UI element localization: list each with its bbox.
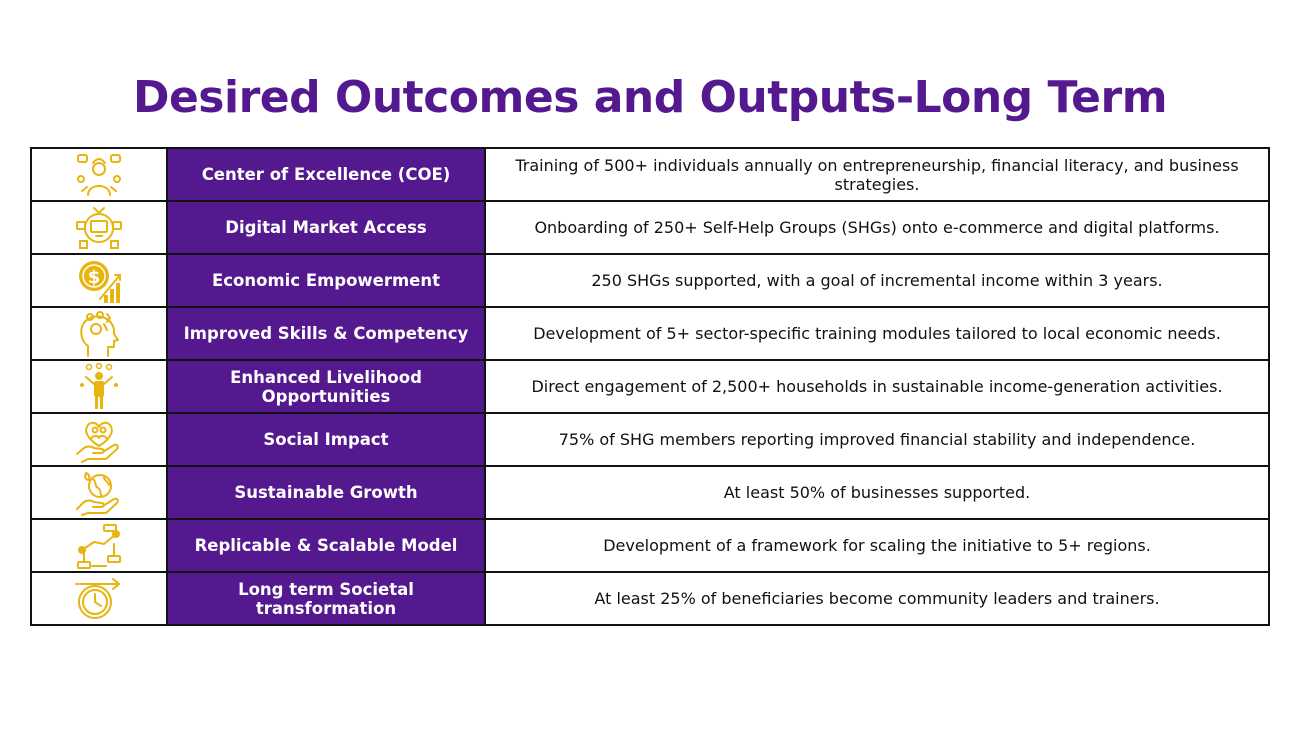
table-row — [31, 360, 1269, 413]
outcome-name: Economic Empowerment — [167, 254, 485, 307]
clock-arrow-icon — [74, 575, 124, 623]
outcome-name: Social Impact — [167, 413, 485, 466]
outcomes-table — [30, 147, 1270, 626]
presenter-icon — [74, 151, 124, 199]
outcome-name: Digital Market Access — [167, 201, 485, 254]
outcome-description: 250 SHGs supported, with a goal of incremental income within 3 years. — [485, 254, 1269, 307]
outcome-description: Direct engagement of 2,500+ households in sustainable income-generation activities. — [485, 360, 1269, 413]
outcome-name: Replicable & Scalable Model — [167, 519, 485, 572]
person-options-icon — [74, 363, 124, 411]
outcome-name: Improved Skills & Competency — [167, 307, 485, 360]
scale-network-icon — [74, 522, 124, 570]
table-row — [31, 254, 1269, 307]
digital-market-icon — [74, 204, 124, 252]
svg-text:$: $ — [87, 266, 101, 288]
outcome-description: Development of 5+ sector-specific training modules tailored to local economic needs. — [485, 307, 1269, 360]
table-row — [31, 519, 1269, 572]
dollar-growth-icon — [74, 257, 124, 305]
table-row — [31, 201, 1269, 254]
outcome-name: Long term Societal transformation — [167, 572, 485, 625]
outcome-description: At least 25% of beneficiaries become community leaders and trainers. — [485, 572, 1269, 625]
table-row — [31, 148, 1269, 201]
table-row — [31, 307, 1269, 360]
hand-heart-icon — [74, 416, 124, 464]
table-row — [31, 466, 1269, 519]
outcome-description: At least 50% of businesses supported. — [485, 466, 1269, 519]
outcome-name: Sustainable Growth — [167, 466, 485, 519]
outcome-name: Center of Excellence (COE) — [167, 148, 485, 201]
table-row — [31, 413, 1269, 466]
outcome-description: 75% of SHG members reporting improved financial stability and independence. — [485, 413, 1269, 466]
outcome-name: Enhanced Livelihood Opportunities — [167, 360, 485, 413]
head-ideas-icon — [74, 310, 124, 358]
outcome-description: Development of a framework for scaling the initiative to 5+ regions. — [485, 519, 1269, 572]
table-row — [31, 572, 1269, 625]
outcome-description: Onboarding of 250+ Self-Help Groups (SHGs) onto e-commerce and digital platforms. — [485, 201, 1269, 254]
outcome-description: Training of 500+ individuals annually on entrepreneurship, financial literacy, and business strategies. — [485, 148, 1269, 201]
page-title: Desired Outcomes and Outputs-Long Term — [132, 72, 1168, 123]
hand-globe-icon — [74, 469, 124, 517]
